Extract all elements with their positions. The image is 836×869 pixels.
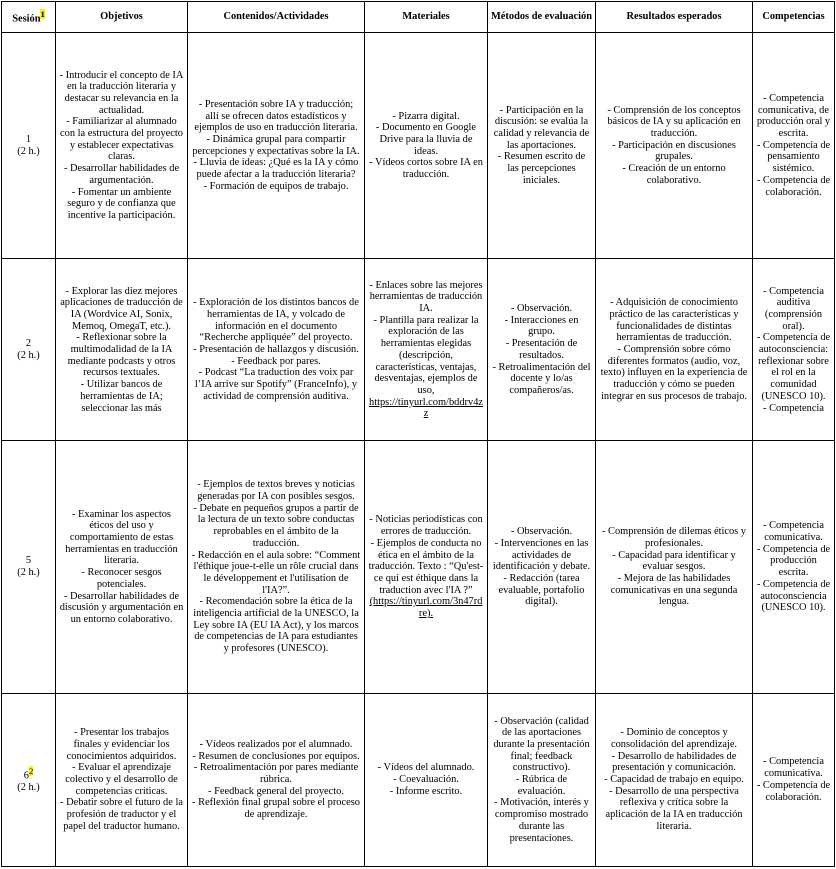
materiales-item: - Plantilla para realizar la exploración de las herramientas elegidas (descripción, características, ventajas, desventajas, ejemplos de uso, [373,314,479,396]
contenidos-item: - Vídeos realizados por el alumnado. [199,738,353,750]
resultados-item: - Adquisición de conocimiento práctico de las características y funcionalidades de distintas herramientas de traducción. [609,297,739,344]
resultados-item: - Comprensión de los conceptos básicos de IA y su aplicación en traducción. [607,104,741,140]
resultados-item: - Comprensión sobre cómo diferentes formatos (audio, voz, texto) influyen en la experiencia de traducción y cómo se pueden integrar en sus procesos de trabajo. [600,344,748,402]
contenidos-item: - Resumen de conclusiones por equipos. [192,750,360,762]
materiales-link[interactable]: https://tinyurl.com/bddrv4zz [369,396,483,420]
competencias-cell [753,33,835,259]
materiales-cell [365,693,488,866]
competencias-item: - Competencia de producción escrita. [756,543,831,579]
contenidos-cell [188,441,365,693]
session-duration: (2 h.) [17,567,40,579]
materiales-item: - Coevaluación. [393,774,459,786]
footnote-marker: 1 [40,8,45,19]
competencias-item: - Competencia de autoconsciencia: reflexionar sobre el rol en la comunidad (UNESCO 10). [756,332,831,402]
objetivos-item: - Evaluar el aprendizaje colectivo y el desarrollo de competencias críticas. [65,762,178,797]
contenidos-item: - Redacción en el aula sobre: “Comment l'éthique joue-t-elle un rôle crucial dans le développement et l'utilisation de l'IA?”. [191,549,361,596]
materiales-item: - Noticias periodísticas con errores de traducción. [369,514,483,538]
session-cell [2,259,56,441]
footnote-marker: 2 [28,765,34,776]
objetivos-item: - Fomentar un ambiente seguro y de confianza que incentive la participación. [67,186,176,221]
objetivos-cell [56,259,188,441]
metodos-item: - Redacción (tarea evaluable, portafolio digital). [498,572,585,608]
metodos-item: - Observación. [510,303,573,315]
metodos-cell [488,33,596,259]
resultados-cell [596,33,753,259]
session-duration: (2 h.) [17,349,40,361]
objetivos-item: - Desarrollar habilidades de discusión y argumentación en un entorno colaborativo. [59,590,184,625]
session-cell [2,693,56,866]
contenidos-cell [188,33,365,259]
session-number: 1 [25,133,32,145]
session-plan-table [1,1,835,867]
session-cell [2,441,56,693]
objetivos-cell [56,693,188,866]
session-cell [2,33,56,259]
metodos-cell [488,693,596,866]
objetivos-item: - Desarrollar habilidades de argumentación. [63,163,180,186]
header-metodos: Métodos de evaluación [488,2,596,33]
resultados-item: - Comprensión de dilemas éticos y profesionales. [602,526,746,549]
materiales-cell [365,259,488,441]
contenidos-item: - Retroalimentación por pares mediante rúbrica. [193,762,359,786]
competencias-item: - Competencia auditiva (comprensión oral). [763,285,824,332]
resultados-cell [596,693,753,866]
resultados-item: - Capacidad para identificar y evaluar sesgos. [612,549,736,573]
header-materiales: Materiales [365,2,488,33]
materiales-cell [365,33,488,259]
competencias-item: - Competencia comunicativa, de producción oral y escrita. [756,92,831,140]
competencias-item: - Competencia comunicativa. [763,520,824,543]
metodos-item: - Observación (calidad de las aportaciones durante la presentación final; feedback constructivo). [493,715,590,774]
materiales-item: - Pizarra digital. [392,110,460,122]
contenidos-item: - Recomendación sobre la ética de la inteligencia artificial de la UNESCO, la Ley sobre IA (EU IA Act), y los marcos de competencias de IA para estudiantes y profesores (UNESCO). [193,596,359,655]
table-row [2,441,835,693]
table-row [2,693,835,866]
contenidos-cell [188,259,365,441]
metodos-cell [488,441,596,693]
metodos-item: - Participación en la discusión: se evalúa la calidad y relevancia de las aportaciones. [493,104,590,151]
objetivos-item: - Familiarizar al alumnado con la estructura del proyecto y establecer expectativas claras. [60,116,183,163]
contenidos-cell [188,693,365,866]
resultados-item: - Dominio de conceptos y consolidación del aprendizaje. [610,727,738,750]
contenidos-item: - Reflexión final grupal sobre el proceso de aprendizaje. [192,797,360,821]
resultados-item: - Mejora de las habilidades comunicativas en una segunda lengua. [610,572,738,608]
competencias-cell [753,693,835,866]
materiales-link[interactable]: (https://tinyurl.com/3n47rdre). [369,596,483,620]
contenidos-item: - Feedback general del proyecto. [208,785,344,797]
resultados-item: - Participación en discusiones grupales. [612,139,736,163]
contenidos-item: - Formación de equipos de trabajo. [203,180,349,192]
objetivos-cell [56,33,188,259]
competencias-cell [753,259,835,441]
session-number: 6 [23,770,29,782]
materiales-item: - Documento en Google Drive para la lluvia de ideas. [375,122,477,157]
table-row [2,33,835,259]
materiales-cell [365,441,488,693]
objetivos-cell [56,441,188,693]
metodos-item: - Intervenciones en las actividades de identificación y debate. [492,537,591,573]
contenidos-item: - Exploración de los distintos bancos de herramientas de IA, y volcado de información en el documento “Recherche appliquée” del proyecto. [193,297,359,344]
materiales-item: - Vídeos del alumnado. [377,762,475,774]
objetivos-item: - Reflexionar sobre la multimodalidad de la IA mediante podcasts y otros recursos textuales. [67,332,176,379]
materiales-item: - Informe escrito. [389,785,463,797]
materiales-item: - Vídeos cortos sobre IA en traducción. [369,157,483,181]
metodos-item: - Retroalimentación del docente y lo/as compañeros/as. [492,361,591,396]
session-duration: (2 h.) [17,145,40,157]
session-duration: (2 h.) [17,782,40,794]
metodos-item: - Resumen escrito de las percepciones iniciales. [497,151,586,186]
header-resultados: Resultados esperados [596,2,753,33]
contenidos-item: - Lluvia de ideas: ¿Qué es la IA y cómo puede afectar a la traducción literaria? [193,157,359,181]
session-number: 2 [25,338,32,350]
metodos-item: - Motivación, interés y compromiso mostrado durante las presentaciones. [494,797,589,844]
header-competencias: Competencias [753,2,835,33]
header-objetivos: Objetivos [56,2,188,33]
competencias-cell [753,441,835,693]
resultados-item: - Desarrollo de habilidades de presentación y comunicación. [611,750,737,774]
metodos-item: - Presentación de resultados. [505,338,578,361]
session-number: 5 [25,555,32,567]
table-row [2,259,835,441]
header-contenidos: Contenidos/Actividades [188,2,365,33]
competencias-item: - Competencia de colaboración. [756,779,831,803]
resultados-item: - Desarrollo de una perspectiva reflexiva y crítica sobre la aplicación de la IA en traducción literaria. [605,785,743,832]
materiales-item: - Enlaces sobre las mejores herramientas de traducción IA. [369,279,483,315]
resultados-cell [596,259,753,441]
contenidos-item: - Feedback por pares. [231,355,321,367]
contenidos-item: - Presentación sobre IA y traducción; allí se ofrecen datos estadísticos y ejemplos de uso en traducción literaria. [194,98,358,134]
contenidos-item: - Dinámica grupal para compartir percepciones y expectativas sobre la IA. [192,133,360,157]
objetivos-item: - Presentar los trabajos finales y evidenciar los conocimientos adquiridos. [66,727,177,762]
contenidos-item: - Ejemplos de textos breves y noticias generadas por IA con posibles sesgos. [197,479,355,503]
objetivos-item: - Reconocer sesgos potenciales. [81,567,162,590]
competencias-item: - Competencia de pensamiento sistémico. [756,139,831,175]
header-row [2,2,835,33]
objetivos-item: - Utilizar bancos de herramientas de IA; seleccionar las más [80,379,163,414]
resultados-item: - Capacidad de trabajo en equipo. [604,774,744,786]
resultados-item: - Creación de un entorno colaborativo. [622,163,726,186]
resultados-cell [596,441,753,693]
contenidos-item: - Podcast “La traduction des voix par l’IA arrive sur Spotify” (FranceInfo), y actividad de comprensión auditiva. [194,367,358,402]
objetivos-item: - Introducir el concepto de IA en la traducción literaria y destacar su relevancia en la actualidad. [59,69,184,116]
metodos-cell [488,259,596,441]
objetivos-item: - Debatir sobre el futuro de la profesión de traductor y el papel del traductor humano. [60,797,183,832]
competencias-item: - Competencia de autoconsciencia (UNESCO 10). [756,578,831,614]
metodos-item: - Interacciones en grupo. [504,314,579,338]
objetivos-item: - Explorar las diez mejores aplicaciones de traducción de IA (Wordvice AI, Sonix, Memoq, OmegaT, etc.). [60,285,183,332]
metodos-item: - Rúbrica de evaluación. [515,774,568,797]
materiales-item: - Ejemplos de conducta no ética en el ámbito de la traducción. Texto : “Qu'est-ce qui est éthique dans la traduction avec l'IA ?” [368,537,484,596]
competencias-item: - Competencia comunicativa. [763,756,824,780]
header-sesion: Sesión$^1$ [2,2,56,33]
metodos-item: - Observación. [510,526,573,538]
competencias-item: - Competencia de colaboración. [756,174,831,198]
contenidos-item: - Presentación de hallazgos y discusión. [193,344,359,356]
contenidos-item: - Debate en pequeños grupos a partir de la lectura de un texto sobre conductas reprobables en el ámbito de la traducción. [193,502,359,549]
objetivos-item: - Examinar los aspectos éticos del uso y comportamiento de estas herramientas en traducción literaria. [65,508,178,567]
competencias-item: - Competencia [763,402,824,414]
